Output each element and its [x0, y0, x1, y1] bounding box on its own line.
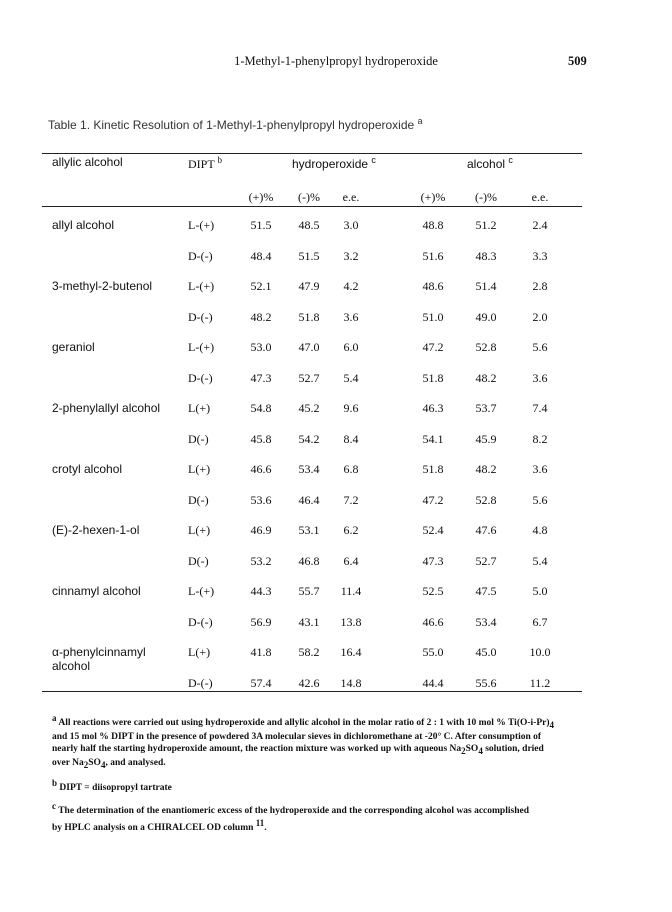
cell-alcohol-plus: 51.8 [422, 462, 444, 476]
cell-alcohol-minus: 52.8 [475, 340, 497, 354]
cell-hydroperoxide-ee: 6.4 [343, 553, 359, 568]
cell-dipt: D-(-) [188, 309, 213, 324]
subheader-hydroperoxide-plus: (+)% [248, 190, 274, 204]
cell-hydroperoxide-minus: 46.8 [298, 553, 320, 568]
cell-alcohol-plus: 55.0 [422, 645, 444, 659]
cell-hydroperoxide-minus: 43.1 [298, 614, 320, 629]
cell-alcohol-ee: 3.6 [532, 462, 548, 476]
footnote-a-line3: nearly half the starting hydroperoxide amount, the reaction mixture was worked up with aqueous Na [52, 744, 462, 755]
footnote-c-line1: The determination of the enantiomeric excess of the hydroperoxide and the corresponding alcohol was accomplished [58, 806, 529, 817]
cell-allylic-alcohol [52, 462, 122, 476]
cell-hydroperoxide-ee: 3.0 [343, 218, 359, 232]
column-group-hydroperoxide [292, 155, 376, 171]
cell-hydroperoxide-ee: 3.6 [343, 309, 359, 324]
subheader-alcohol-plus: (+)% [420, 190, 446, 204]
cell-alcohol-minus: 48.3 [475, 248, 497, 263]
cell-hydroperoxide-minus: 51.8 [298, 309, 320, 324]
cell-alcohol-minus: 52.8 [475, 492, 497, 507]
cell-hydroperoxide-minus: 47.0 [298, 340, 320, 354]
footnote-c-line2: by HPLC analysis on a CHIRALCEL OD column [52, 823, 254, 834]
cell-hydroperoxide-ee: 8.4 [343, 431, 359, 446]
footnote-a-sub: 4 [478, 745, 483, 756]
alcohol-name: (E)-2-hexen-1-ol [52, 523, 140, 537]
alcohol-name: cinnamyl alcohol [52, 584, 141, 598]
footnote-a-line3-end: solution, dried [482, 744, 544, 755]
table-header-rule [42, 206, 582, 207]
cell-hydroperoxide-plus: 53.6 [250, 492, 272, 507]
footnote-a-line4-end: , and analysed. [105, 757, 166, 768]
alcohol-name-continued: alcohol [52, 659, 91, 673]
cell-dipt: D-(-) [188, 370, 213, 385]
cell-alcohol-plus: 51.6 [422, 248, 444, 263]
running-title: 1-Methyl-1-phenylpropyl hydroperoxide [234, 54, 438, 68]
cell-alcohol-minus: 51.2 [475, 218, 497, 232]
cell-alcohol-plus: 52.4 [422, 523, 444, 537]
cell-hydroperoxide-ee: 6.8 [343, 462, 359, 476]
cell-hydroperoxide-plus: 52.1 [250, 279, 272, 293]
cell-dipt: L(+) [188, 645, 211, 659]
footnote-a-line3-mid: SO [465, 744, 479, 755]
cell-dipt: D-(-) [188, 248, 213, 263]
cell-alcohol-ee: 2.4 [532, 218, 548, 232]
cell-alcohol-ee: 5.6 [532, 492, 548, 507]
cell-alcohol-plus: 52.5 [422, 584, 444, 598]
footnote-c-mark: c [52, 800, 56, 811]
column-group-alcohol [467, 155, 513, 171]
cell-hydroperoxide-minus: 47.9 [298, 279, 320, 293]
cell-alcohol-ee: 11.2 [529, 675, 551, 690]
table-bottom-rule [42, 691, 582, 692]
table-caption [48, 116, 423, 132]
cell-dipt: D(-) [188, 492, 209, 507]
cell-allylic-alcohol [52, 401, 160, 415]
cell-alcohol-ee: 5.0 [532, 584, 548, 598]
cell-alcohol-minus: 47.6 [475, 523, 497, 537]
cell-hydroperoxide-minus: 53.1 [298, 523, 320, 537]
cell-hydroperoxide-plus: 44.3 [250, 584, 272, 598]
cell-hydroperoxide-plus: 57.4 [250, 675, 272, 690]
alcohol-name: geraniol [52, 340, 95, 354]
dipt-footnote-mark: b [217, 155, 222, 165]
cell-hydroperoxide-ee: 6.2 [343, 523, 359, 537]
cell-hydroperoxide-minus: 52.7 [298, 370, 320, 385]
cell-hydroperoxide-minus: 55.7 [298, 584, 320, 598]
cell-alcohol-ee: 2.8 [532, 279, 548, 293]
cell-hydroperoxide-ee: 5.4 [343, 370, 359, 385]
cell-hydroperoxide-plus: 54.8 [250, 401, 272, 415]
footnote-b [52, 777, 582, 794]
cell-alcohol-plus: 46.6 [422, 614, 444, 629]
footnote-a-sub: 4 [100, 759, 106, 770]
subheader-hydroperoxide-ee: e.e. [342, 190, 360, 204]
cell-hydroperoxide-plus: 51.5 [250, 218, 272, 232]
cell-alcohol-minus: 53.7 [475, 401, 497, 415]
cell-allylic-alcohol [52, 279, 152, 293]
alcohol-name: allyl alcohol [52, 218, 115, 232]
cell-hydroperoxide-minus: 58.2 [298, 645, 320, 659]
cell-alcohol-ee: 5.4 [532, 553, 548, 568]
alcohol-name: 3-methyl-2-butenol [52, 279, 153, 293]
footnotes [52, 712, 582, 840]
footnote-c-end: . [264, 823, 267, 834]
cell-dipt: L-(+) [188, 218, 215, 232]
cell-alcohol-ee: 10.0 [529, 645, 551, 659]
cell-alcohol-plus: 48.8 [422, 218, 444, 232]
cell-dipt: L(+) [188, 523, 211, 537]
footnote-a [52, 712, 582, 771]
cell-alcohol-minus: 55.6 [475, 675, 497, 690]
cell-hydroperoxide-minus: 46.4 [298, 492, 320, 507]
cell-allylic-alcohol [52, 523, 139, 537]
cell-alcohol-ee: 3.3 [532, 248, 548, 263]
footnote-a-line4-mid: SO [88, 757, 101, 768]
subheader-hydroperoxide-minus: (-)% [298, 190, 320, 204]
alcohol-name: 2-phenylallyl alcohol [52, 401, 161, 415]
table-caption-footnote-mark: a [417, 116, 423, 126]
cell-hydroperoxide-ee: 6.0 [343, 340, 359, 354]
footnote-a-sub: 2 [461, 745, 466, 756]
cell-dipt: L-(+) [188, 340, 215, 354]
cell-hydroperoxide-plus: 48.4 [250, 248, 272, 263]
footnote-b-text: DIPT = diisopropyl tartrate [59, 782, 172, 793]
cell-hydroperoxide-ee: 4.2 [343, 279, 359, 293]
cell-hydroperoxide-minus: 48.5 [298, 218, 320, 232]
cell-alcohol-ee: 3.6 [532, 370, 548, 385]
cell-allylic-alcohol [52, 645, 146, 673]
cell-dipt: D(-) [188, 553, 209, 568]
cell-alcohol-minus: 49.0 [475, 309, 497, 324]
cell-allylic-alcohol [52, 340, 95, 354]
cell-hydroperoxide-ee: 13.8 [340, 614, 362, 629]
cell-alcohol-ee: 4.8 [532, 523, 548, 537]
cell-hydroperoxide-ee: 11.4 [340, 584, 362, 598]
cell-alcohol-ee: 8.2 [532, 431, 548, 446]
cell-alcohol-plus: 44.4 [422, 675, 444, 690]
cell-hydroperoxide-plus: 41.8 [250, 645, 272, 659]
cell-dipt: D(-) [188, 431, 209, 446]
cell-alcohol-ee: 6.7 [532, 614, 548, 629]
footnote-a-mark: a [52, 713, 57, 723]
footnote-a-line2: and 15 mol % DIPT in the presence of powdered 3A molecular sieves in dichloromethane at -20° C. After consumption of [52, 732, 542, 743]
cell-alcohol-plus: 51.0 [422, 309, 444, 324]
cell-hydroperoxide-minus: 53.4 [298, 462, 320, 476]
footnote-a-sub: 4 [549, 720, 555, 731]
cell-alcohol-plus: 48.6 [422, 279, 444, 293]
cell-dipt: D-(-) [188, 675, 213, 690]
cell-alcohol-minus: 45.9 [475, 431, 497, 446]
cell-alcohol-plus: 46.3 [422, 401, 444, 415]
subheader-alcohol-minus: (-)% [475, 190, 497, 204]
footnote-c [52, 800, 582, 834]
hydroperoxide-footnote-mark: c [371, 155, 376, 165]
cell-alcohol-minus: 48.2 [475, 370, 497, 385]
table-top-rule [42, 153, 582, 154]
cell-alcohol-ee: 5.6 [532, 340, 548, 354]
alcohol-name: crotyl alcohol [52, 462, 123, 476]
dipt-header-text: DIPT [188, 157, 215, 171]
cell-hydroperoxide-plus: 47.3 [250, 370, 272, 385]
cell-alcohol-plus: 47.3 [422, 553, 444, 568]
alcohol-name: α-phenylcinnamyl [52, 645, 146, 659]
cell-hydroperoxide-ee: 16.4 [340, 645, 362, 659]
cell-dipt: L(+) [188, 401, 211, 415]
cell-hydroperoxide-plus: 56.9 [250, 614, 272, 629]
cell-hydroperoxide-minus: 45.2 [298, 401, 320, 415]
cell-hydroperoxide-plus: 46.9 [250, 523, 272, 537]
cell-alcohol-plus: 47.2 [422, 340, 444, 354]
cell-hydroperoxide-plus: 53.0 [250, 340, 272, 354]
cell-hydroperoxide-ee: 7.2 [343, 492, 359, 507]
cell-hydroperoxide-minus: 51.5 [298, 248, 320, 263]
page-number: 509 [568, 54, 587, 68]
cell-dipt: L-(+) [188, 279, 215, 293]
hydroperoxide-header-text: hydroperoxide [292, 157, 369, 171]
cell-alcohol-minus: 47.5 [475, 584, 497, 598]
cell-alcohol-minus: 52.7 [475, 553, 497, 568]
cell-alcohol-minus: 48.2 [475, 462, 497, 476]
column-header-dipt [188, 155, 222, 172]
footnote-a-sub: 2 [83, 759, 89, 770]
cell-alcohol-ee: 7.4 [532, 401, 548, 415]
cell-alcohol-minus: 45.0 [475, 645, 497, 659]
cell-hydroperoxide-plus: 48.2 [250, 309, 272, 324]
subheader-alcohol-ee: e.e. [531, 190, 549, 204]
cell-alcohol-minus: 51.4 [475, 279, 497, 293]
cell-dipt: L-(+) [188, 584, 215, 598]
column-header-allylic-alcohol: allylic alcohol [52, 155, 123, 169]
footnote-c-reference: 11 [255, 818, 265, 829]
cell-hydroperoxide-plus: 53.2 [250, 553, 272, 568]
cell-alcohol-minus: 53.4 [475, 614, 497, 629]
cell-alcohol-plus: 54.1 [422, 431, 444, 446]
cell-hydroperoxide-minus: 42.6 [298, 675, 320, 690]
cell-hydroperoxide-ee: 9.6 [343, 401, 359, 415]
cell-hydroperoxide-plus: 46.6 [250, 462, 272, 476]
cell-alcohol-plus: 47.2 [422, 492, 444, 507]
cell-dipt: D-(-) [188, 614, 213, 629]
footnote-a-line1: All reactions were carried out using hydroperoxide and allylic alcohol in the molar ratio of 2 : 1 with 10 mol % Ti(O-i-Pr) [58, 718, 550, 729]
cell-allylic-alcohol [52, 218, 114, 232]
cell-hydroperoxide-ee: 14.8 [340, 675, 362, 690]
cell-hydroperoxide-ee: 3.2 [343, 248, 359, 263]
cell-hydroperoxide-minus: 54.2 [298, 431, 320, 446]
alcohol-header-text: alcohol [467, 157, 506, 171]
table-caption-text: Table 1. Kinetic Resolution of 1-Methyl-1-phenylpropyl hydroperoxide [48, 118, 415, 132]
cell-alcohol-ee: 2.0 [532, 309, 548, 324]
footnote-a-line4: over Na [52, 757, 84, 768]
alcohol-footnote-mark: c [508, 155, 513, 165]
cell-hydroperoxide-plus: 45.8 [250, 431, 272, 446]
cell-allylic-alcohol [52, 584, 141, 598]
cell-dipt: L(+) [188, 462, 211, 476]
footnote-b-mark: b [52, 777, 58, 788]
cell-alcohol-plus: 51.8 [422, 370, 444, 385]
